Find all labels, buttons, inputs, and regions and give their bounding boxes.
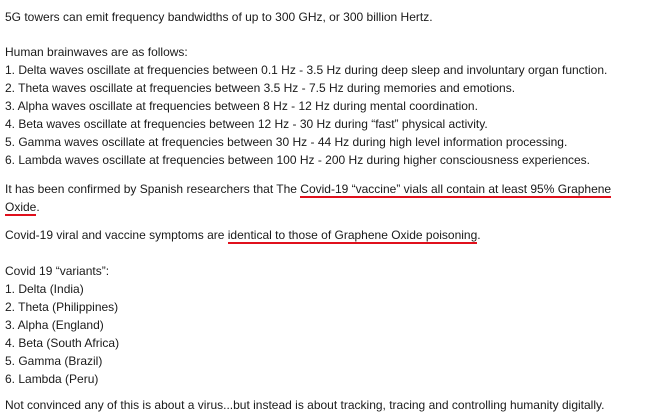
graphene-claim [5, 180, 611, 216]
variant-item-alpha: 3. Alpha (England) [5, 318, 104, 332]
graphene-claim-suffix: . [36, 200, 40, 214]
variant-item-theta: 2. Theta (Philippines) [5, 300, 119, 314]
conclusion-text: Not convinced any of this is about a virus...but instead is about tracking, tracing and controlling humanity digitally. [5, 398, 605, 412]
graphene-claim-line1 [5, 180, 611, 198]
graphene-claim-line2 [5, 198, 611, 216]
brainwave-item-alpha: 3. Alpha waves oscillate at frequencies between 8 Hz - 12 Hz during mental coordination. [5, 99, 478, 113]
brainwaves-heading: Human brainwaves are as follows: [5, 45, 188, 59]
graphene-claim-prefix: It has been confirmed by Spanish researchers that The [5, 182, 301, 196]
brainwaves-section [5, 43, 607, 169]
brainwave-item-gamma: 5. Gamma waves oscillate at frequencies between 30 Hz - 44 Hz during high level information processing. [5, 135, 568, 149]
graphene-claim-underlined: Covid-19 “vaccine” vials all contain at least 95% Graphene [300, 182, 612, 196]
symptoms-claim [5, 226, 481, 244]
variants-heading: Covid 19 “variants”: [5, 264, 110, 278]
brainwave-item-delta: 1. Delta waves oscillate at frequencies between 0.1 Hz - 3.5 Hz during deep sleep and involuntary organ function. [5, 63, 608, 77]
symptoms-claim-suffix: . [477, 228, 481, 242]
brainwave-item-beta: 4. Beta waves oscillate at frequencies between 12 Hz - 30 Hz during “fast” physical activity. [5, 117, 488, 131]
intro-text: 5G towers can emit frequency bandwidths of up to 300 GHz, or 300 billion Hertz. [5, 10, 433, 24]
variant-item-lambda: 6. Lambda (Peru) [5, 372, 99, 386]
variant-item-beta: 4. Beta (South Africa) [5, 336, 120, 350]
graphene-claim-underlined-cont: Oxide [5, 200, 37, 214]
variant-item-delta: 1. Delta (India) [5, 282, 84, 296]
symptoms-claim-underlined: identical to those of Graphene Oxide poisoning [227, 228, 478, 242]
variants-section [5, 262, 119, 388]
brainwave-item-lambda: 6. Lambda waves oscillate at frequencies between 100 Hz - 200 Hz during higher consciousness experiences. [5, 153, 590, 167]
variant-item-gamma: 5. Gamma (Brazil) [5, 354, 103, 368]
symptoms-claim-prefix: Covid-19 viral and vaccine symptoms are [5, 228, 228, 242]
symptoms-claim-line [5, 226, 481, 244]
brainwave-item-theta: 2. Theta waves oscillate at frequencies between 3.5 Hz - 7.5 Hz during memories and emotions. [5, 81, 516, 95]
